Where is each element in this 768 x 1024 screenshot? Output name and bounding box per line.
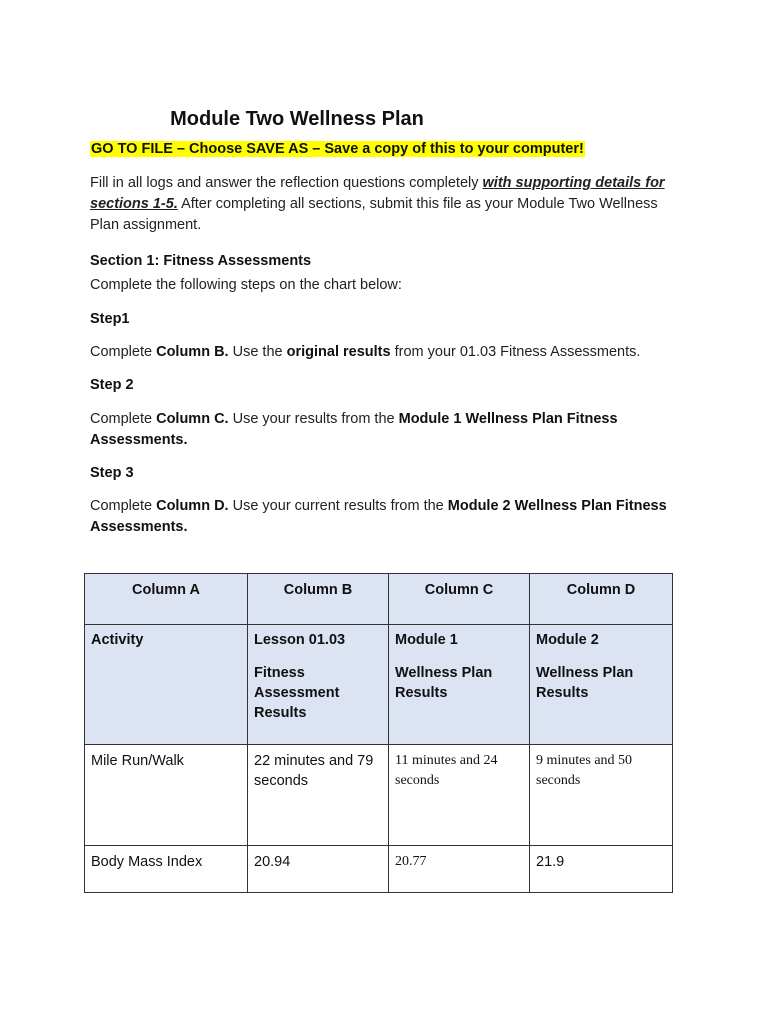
mile-activity-cell: Mile Run/Walk (85, 745, 248, 846)
column-b-label-line1: Lesson 01.03 (254, 632, 346, 648)
step2-text (90, 409, 680, 451)
step1-bold: original results (286, 344, 391, 360)
intro-part2: After completing all sections, submit this file as your Module Two Wellness Plan assignment. (90, 196, 658, 233)
column-c-label-line1: Module 1 (395, 632, 458, 648)
table-row (85, 745, 673, 846)
save-instruction (90, 140, 585, 158)
column-c-label-line2: Wellness Plan Results (395, 665, 493, 701)
intro-paragraph (90, 173, 680, 236)
step1-column: Column B. (156, 344, 229, 360)
column-b-label-line2: Fitness Assessment Results (254, 665, 340, 721)
intro-part1: Fill in all logs and answer the reflection questions completely (90, 175, 483, 191)
column-d-header: Column D (530, 574, 673, 625)
step3-pre: Complete (90, 498, 157, 514)
step2-label: Step 2 (90, 377, 134, 393)
bmi-column-c-cell: 20.77 (389, 846, 530, 893)
intro-emphasis: with supporting details for sections 1-5. (90, 175, 665, 212)
column-c-header: Column C (389, 574, 530, 625)
table-row (85, 846, 673, 893)
label-row (85, 625, 673, 745)
step1-pre: Complete (90, 344, 157, 360)
column-b-label (248, 625, 389, 745)
column-a-header: Column A (85, 574, 248, 625)
section1-heading: Section 1: Fitness Assessments (90, 253, 312, 269)
bmi-column-d-cell: 21.9 (530, 846, 673, 893)
step3-column: Column D. (156, 498, 229, 514)
step2-bold: Module 1 Wellness Plan Fitness Assessments. (90, 411, 618, 448)
column-b-header: Column B (248, 574, 389, 625)
mile-column-b-cell: 22 minutes and 79 seconds (248, 745, 389, 846)
step2-pre: Complete (90, 411, 157, 427)
column-c-label (389, 625, 530, 745)
mile-column-d-cell: 9 minutes and 50 seconds (530, 745, 673, 846)
step3-bold: Module 2 Wellness Plan Fitness Assessments. (90, 498, 667, 535)
column-d-label-line1: Module 2 (536, 632, 599, 648)
step3-mid: Use your current results from the (228, 498, 448, 514)
column-header-row (85, 574, 673, 625)
save-instruction-text: GO TO FILE – Choose SAVE AS – Save a copy of this to your computer! (91, 141, 584, 157)
bmi-activity-cell: Body Mass Index (85, 846, 248, 893)
bmi-column-b-cell: 20.94 (248, 846, 389, 893)
step1-post: from your 01.03 Fitness Assessments. (390, 344, 641, 360)
step3-text (90, 496, 680, 538)
step1-mid: Use the (228, 344, 287, 360)
step3-label: Step 3 (90, 465, 134, 481)
step2-column: Column C. (156, 411, 229, 427)
step1-label: Step1 (90, 311, 130, 327)
step2-mid: Use your results from the (228, 411, 399, 427)
column-d-label (530, 625, 673, 745)
page-title: Module Two Wellness Plan (170, 108, 424, 130)
activity-label-text: Activity (91, 632, 144, 648)
fitness-assessment-table (84, 573, 673, 893)
section1-instruction: Complete the following steps on the chart below: (90, 277, 402, 293)
column-d-label-line2: Wellness Plan Results (536, 665, 634, 701)
mile-column-c-cell: 11 minutes and 24 seconds (389, 745, 530, 846)
step1-text (90, 342, 680, 363)
activity-label (85, 625, 248, 745)
